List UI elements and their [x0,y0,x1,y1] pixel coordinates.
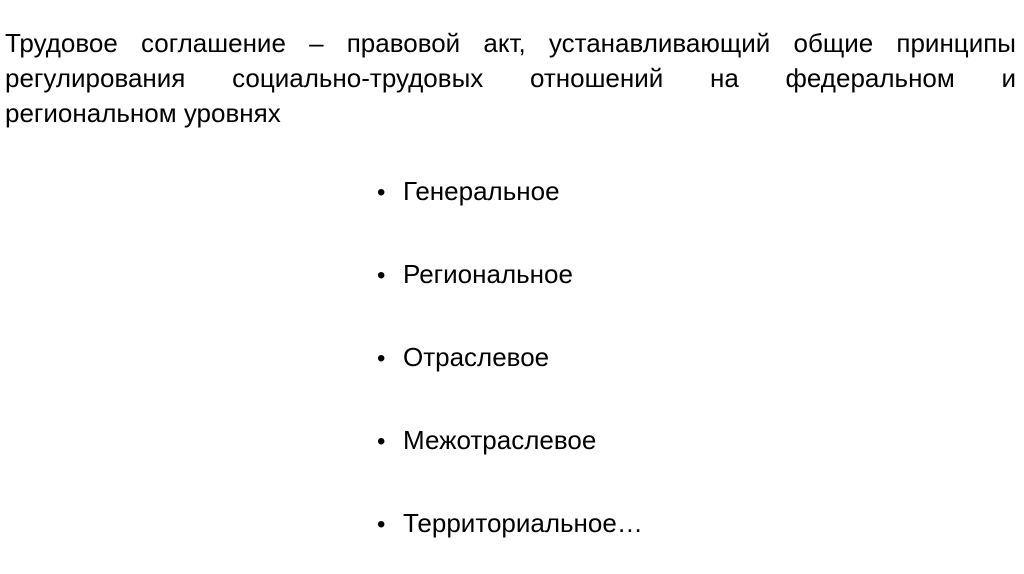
bullet-icon: • [377,262,386,289]
definition-line-2: регулирования социально-трудовых отношений на федеральном и [5,63,1016,93]
list-item [377,174,643,210]
list-item [377,257,643,293]
list-item-label: Отраслевое [403,342,550,372]
definition-paragraph [5,26,1016,131]
bullet-icon: • [377,428,386,455]
list-item-label: Межотраслевое [403,425,597,455]
bullet-icon: • [377,511,386,538]
definition-line-1: Трудовое соглашение – правовой акт, устанавливающий общие принципы [5,28,1016,58]
bullet-icon: • [377,345,386,372]
list-item [377,506,643,542]
list-item [377,340,643,376]
definition-line-3: региональном уровнях [5,98,281,128]
list-item-label: Генеральное [403,176,560,206]
bullet-icon: • [377,179,386,206]
list-item-label: Территориальное… [403,508,643,538]
list-item [377,423,643,459]
list-item-label: Региональное [403,259,573,289]
agreement-types-list [377,174,643,542]
